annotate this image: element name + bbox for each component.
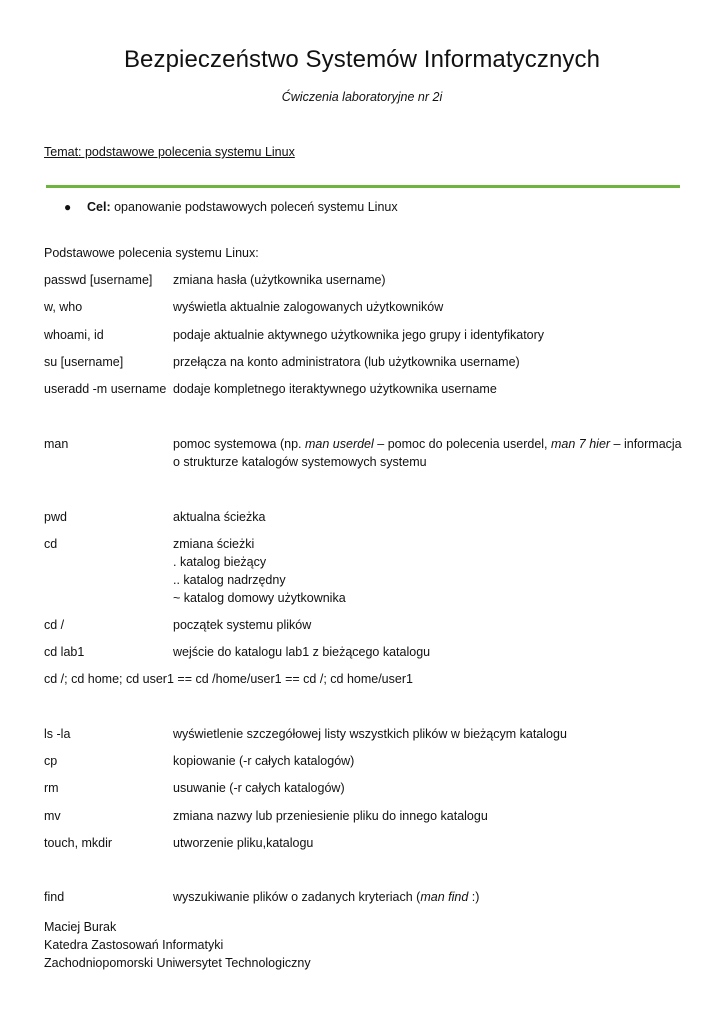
topic-line: Temat: podstawowe polecenia systemu Linux bbox=[44, 145, 295, 159]
man-example-2: man 7 hier bbox=[551, 437, 611, 451]
command-desc: aktualna ścieżka bbox=[173, 510, 266, 524]
command-name: pwd bbox=[44, 510, 67, 524]
command-name: whoami, id bbox=[44, 328, 104, 342]
command-name: cd / bbox=[44, 618, 65, 632]
find-example: man find bbox=[420, 890, 469, 904]
man-desc-line1 bbox=[173, 435, 682, 453]
man-desc-line2: o strukturze katalogów systemowych systemu bbox=[173, 455, 427, 469]
goal-text: opanowanie podstawowych poleceń systemu Linux bbox=[110, 200, 398, 214]
command-desc: zmiana hasła (użytkownika username) bbox=[173, 273, 386, 287]
command-desc: kopiowanie (-r całych katalogów) bbox=[173, 754, 355, 768]
command-desc: utworzenie pliku,katalogu bbox=[173, 836, 314, 850]
command-desc: zmiana ścieżki bbox=[173, 537, 255, 551]
goal-bullet bbox=[64, 200, 398, 214]
command-desc: przełącza na konto administratora (lub użytkownika username) bbox=[173, 355, 520, 369]
command-name: touch, mkdir bbox=[44, 836, 113, 850]
command-name: rm bbox=[44, 781, 59, 795]
command-name: mv bbox=[44, 809, 61, 823]
command-name: passwd [username] bbox=[44, 273, 153, 287]
goal-label: Cel: bbox=[87, 200, 111, 214]
command-name: man bbox=[44, 437, 69, 451]
footer-department: Katedra Zastosowań Informatyki bbox=[44, 938, 224, 952]
command-desc: wyświetlenie szczegółowej listy wszystkich plików w bieżącym katalogu bbox=[173, 727, 567, 741]
bullet-icon: ● bbox=[64, 200, 72, 214]
man-example-1: man userdel bbox=[305, 437, 374, 451]
command-desc: zmiana nazwy lub przeniesienie pliku do innego katalogu bbox=[173, 809, 488, 823]
footer-author: Maciej Burak bbox=[44, 920, 117, 934]
cd-sub-item: . katalog bieżący bbox=[173, 555, 267, 569]
find-desc bbox=[173, 888, 479, 906]
command-name: cd lab1 bbox=[44, 645, 85, 659]
command-desc: dodaje kompletnego iteraktywnego użytkownika username bbox=[173, 382, 497, 396]
document-title: Bezpieczeństwo Systemów Informatycznych bbox=[123, 46, 601, 73]
find-desc-part: wyszukiwanie plików o zadanych kryteriach ( bbox=[173, 890, 421, 904]
man-desc-part: – informacja bbox=[610, 437, 682, 451]
green-divider bbox=[46, 185, 680, 188]
document-subtitle: Ćwiczenia laboratoryjne nr 2i bbox=[281, 90, 443, 104]
command-desc: początek systemu plików bbox=[173, 618, 312, 632]
command-desc: wejście do katalogu lab1 z bieżącego katalogu bbox=[173, 645, 431, 659]
cd-example-line: cd /; cd home; cd user1 == cd /home/user1 == cd /; cd home/user1 bbox=[44, 672, 413, 686]
command-name: useradd -m username bbox=[44, 382, 167, 396]
command-desc: podaje aktualnie aktywnego użytkownika jego grupy i identyfikatory bbox=[173, 328, 545, 342]
intro-text: Podstawowe polecenia systemu Linux: bbox=[44, 246, 259, 260]
man-desc-part: – pomoc do polecenia userdel, bbox=[373, 437, 551, 451]
command-name: find bbox=[44, 890, 65, 904]
command-name: cp bbox=[44, 754, 58, 768]
cd-sub-item: .. katalog nadrzędny bbox=[173, 573, 286, 587]
find-desc-part: :) bbox=[468, 890, 480, 904]
command-name: w, who bbox=[44, 300, 83, 314]
command-name: su [username] bbox=[44, 355, 124, 369]
command-name: ls -la bbox=[44, 727, 71, 741]
cd-sub-item: ~ katalog domowy użytkownika bbox=[173, 591, 346, 605]
command-name: cd bbox=[44, 537, 58, 551]
command-desc: wyświetla aktualnie zalogowanych użytkowników bbox=[173, 300, 444, 314]
footer-university: Zachodniopomorski Uniwersytet Technologiczny bbox=[44, 956, 311, 970]
command-desc: usuwanie (-r całych katalogów) bbox=[173, 781, 345, 795]
man-desc-part: pomoc systemowa (np. bbox=[173, 437, 305, 451]
